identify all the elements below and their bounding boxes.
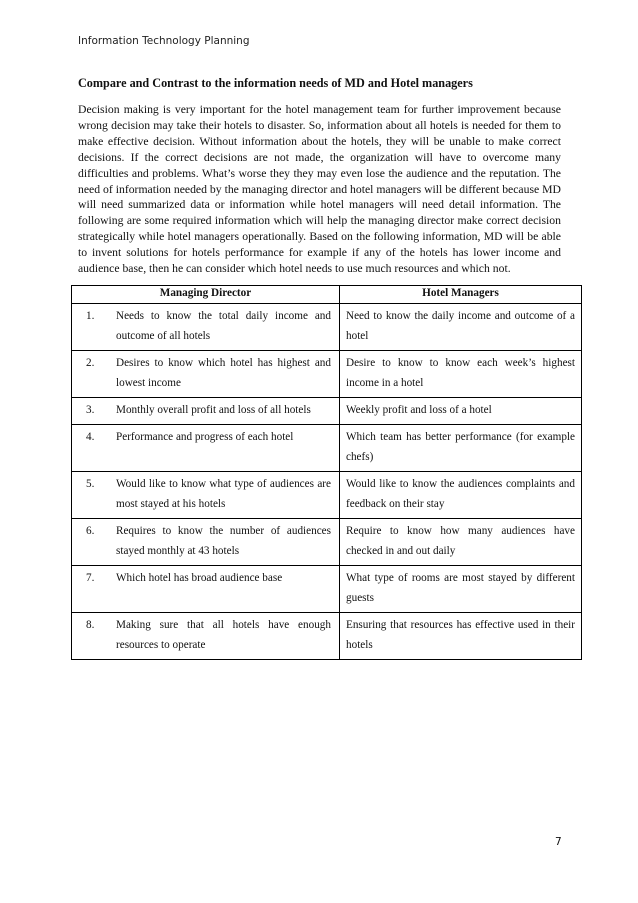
md-cell [72,472,340,519]
section-heading: Compare and Contrast to the information needs of MD and Hotel managers [78,76,473,90]
hm-cell: Ensuring that resources has effective used in their hotels [340,613,582,660]
row-number: 4. [86,431,95,443]
hm-cell: Require to know how many audiences have checked in and out daily [340,519,582,566]
comparison-table [71,285,582,660]
md-cell [72,304,340,351]
md-text: Needs to know the total daily income and outcome of all hotels [116,310,331,342]
md-text: Would like to know what type of audiences are most stayed at his hotels [116,478,331,510]
header-managing-director: Managing Director [72,286,340,304]
table-row [72,566,582,613]
row-number: 3. [86,404,95,416]
row-number: 1. [86,310,95,322]
hm-cell: Weekly profit and loss of a hotel [340,398,582,425]
md-cell [72,613,340,660]
md-cell [72,519,340,566]
md-text: Which hotel has broad audience base [116,572,283,584]
hm-cell: Desire to know to know each week’s highest income in a hotel [340,351,582,398]
hm-cell: Need to know the daily income and outcome of a hotel [340,304,582,351]
header-hotel-managers: Hotel Managers [340,286,582,304]
table-row [72,519,582,566]
md-cell [72,398,340,425]
table-row [72,351,582,398]
row-number: 2. [86,357,95,369]
table-row [72,398,582,425]
body-paragraph: Decision making is very important for the hotel management team for further improvement because wrong decision may take their hotels to disaster. So, information about all hotels is needed for them to make effective decision. Without information about the hotels, they will be unable to make correct decisions. If the correct decisions are not made, the organization will have to overcome many difficulties and problems. What’s worse they they may even lose the audience and the reputation. The need of information needed by the managing director and hotel managers will be different because MD will need summarized data or information while hotel managers will need detail information. The following are some required information which will help the managing director make correct decision strategically while hotel managers operationally. Based on the following information, MD will be able to invent solutions for hotels performance for example if any of the hotels has lower income and audience base, then he can consider which hotel needs to use much resources and which not. [78,103,561,276]
md-cell [72,425,340,472]
hm-cell: Would like to know the audiences complaints and feedback on their stay [340,472,582,519]
table-header-row [72,286,582,304]
row-number: 6. [86,525,95,537]
md-text: Desires to know which hotel has highest and lowest income [116,357,331,389]
md-text: Requires to know the number of audiences stayed monthly at 43 hotels [116,525,331,557]
row-number: 8. [86,619,95,631]
md-cell [72,566,340,613]
table-row [72,472,582,519]
hm-cell: Which team has better performance (for example chefs) [340,425,582,472]
md-cell [72,351,340,398]
table-row [72,425,582,472]
md-text: Making sure that all hotels have enough resources to operate [116,619,331,651]
md-text: Monthly overall profit and loss of all hotels [116,404,311,416]
page-header: Information Technology Planning [78,35,250,47]
row-number: 5. [86,478,95,490]
table-row [72,304,582,351]
md-text: Performance and progress of each hotel [116,431,294,443]
page-number: 7 [555,836,562,848]
hm-cell: What type of rooms are most stayed by different guests [340,566,582,613]
row-number: 7. [86,572,95,584]
table-row [72,613,582,660]
